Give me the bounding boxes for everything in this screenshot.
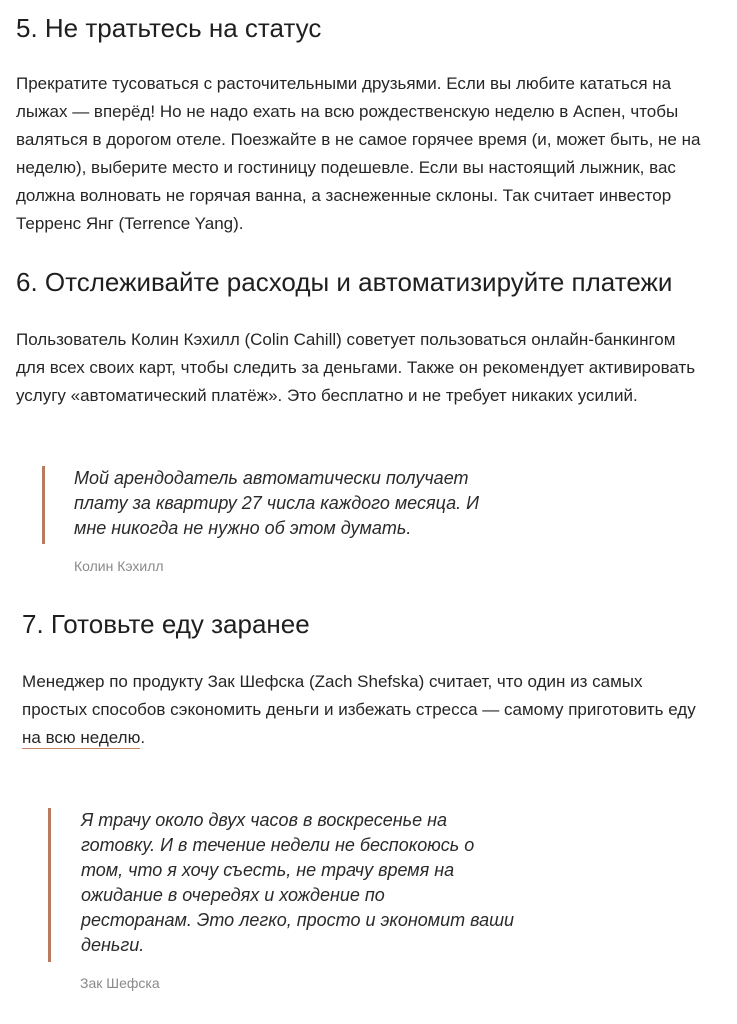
section-6-paragraph (16, 326, 695, 410)
paragraph-line: Менеджер по продукту Зак Шефска (Zach Shefska) считает, что один из самых (22, 672, 643, 691)
paragraph-line: Прекратите тусоваться с расточительными друзьями. Если вы любите кататься на (16, 74, 672, 93)
section-6-quote (42, 466, 479, 544)
quote-line: деньги. (81, 935, 145, 955)
paragraph-line (22, 724, 696, 752)
quote-line: ожидание в очередях и хождение по (81, 885, 385, 905)
paragraph-line: Терренс Янг (Terrence Yang). (16, 214, 244, 233)
section-5-heading: 5. Не тратьтесь на статус (16, 13, 322, 43)
quote-line: Мой арендодатель автоматически получает (74, 468, 469, 488)
section-7-heading: 7. Готовьте еду заранее (22, 609, 310, 639)
paragraph-tail: . (140, 728, 146, 747)
quote-line: том, что я хочу съесть, не трачу время на (81, 860, 455, 880)
quote-text (81, 808, 514, 958)
section-5-paragraph (16, 70, 700, 238)
paragraph-line: услугу «автоматический платёж». Это бесплатно и не требует никаких усилий. (16, 386, 638, 405)
quote-line: ресторанам. Это легко, просто и экономит ваши (81, 910, 515, 930)
quote-author: Зак Шефска (80, 975, 160, 991)
section-7-paragraph (22, 668, 696, 752)
quote-line: Я трачу около двух часов в воскресенье на (81, 810, 448, 830)
quote-text (74, 466, 479, 541)
week-link[interactable]: на всю неделю (22, 728, 141, 747)
paragraph-line: Пользователь Колин Кэхилл (Colin Cahill) советует пользоваться онлайн-банкингом (16, 330, 676, 349)
section-7-quote (48, 808, 514, 962)
quote-line: мне никогда не нужно об этом думать. (74, 518, 412, 538)
paragraph-line: простых способов сэкономить деньги и избежать стресса — самому приготовить еду (22, 700, 696, 719)
paragraph-line: должна волновать не горячая ванна, а заснеженные склоны. Так считает инвестор (16, 186, 672, 205)
paragraph-line: валяться в дорогом отеле. Поезжайте в не самое горячее время (и, может быть, не на (16, 130, 701, 149)
paragraph-line: для всех своих карт, чтобы следить за деньгами. Также он рекомендует активировать (16, 358, 696, 377)
quote-line: готовку. И в течение недели не беспокоюсь о (81, 835, 475, 855)
paragraph-line: неделю), выберите место и гостиницу подешевле. Если вы настоящий лыжник, вас (16, 158, 676, 177)
paragraph-line: лыжах — вперёд! Но не надо ехать на всю рождественскую неделю в Аспен, чтобы (16, 102, 679, 121)
quote-author: Колин Кэхилл (74, 558, 164, 574)
quote-line: плату за квартиру 27 числа каждого месяца. И (74, 493, 479, 513)
section-6-heading: 6. Отслеживайте расходы и автоматизируйте платежи (16, 267, 673, 297)
